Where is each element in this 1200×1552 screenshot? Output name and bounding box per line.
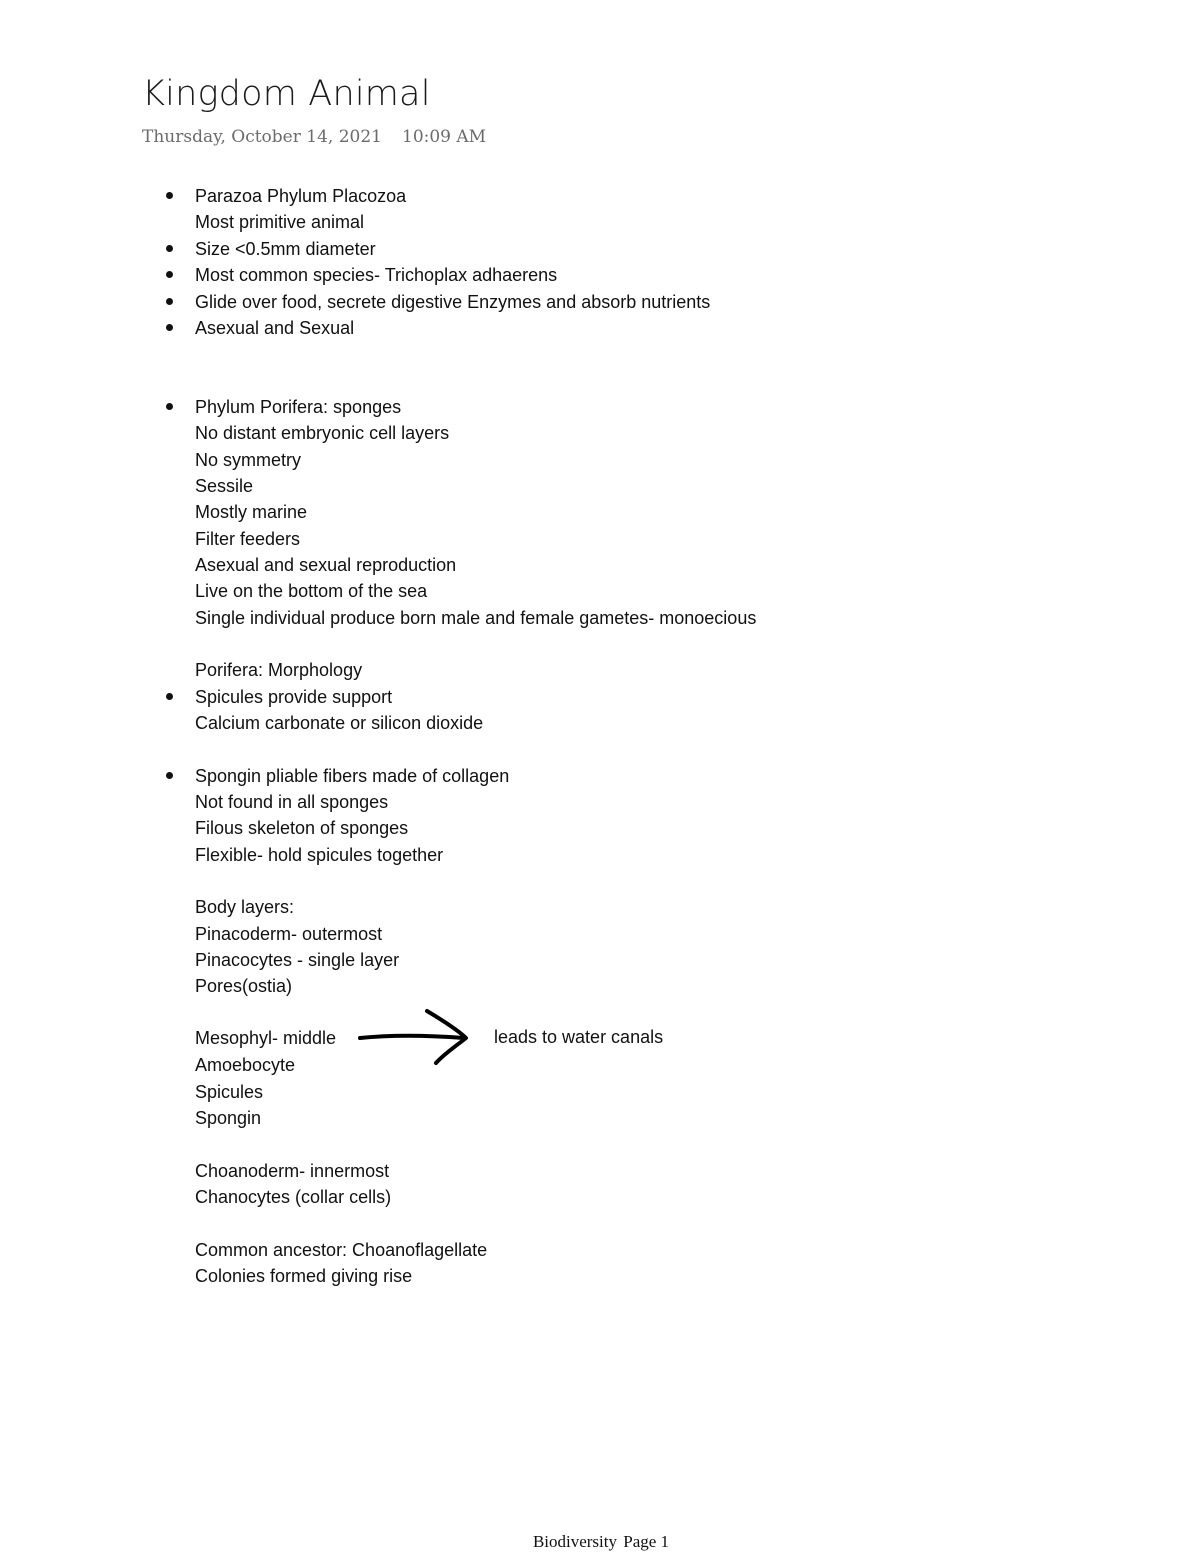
note-line: Pores(ostia) [195, 976, 293, 996]
note-line: Spicules provide support [195, 687, 393, 707]
note-date: Thursday, October 14, 2021 [142, 127, 382, 147]
note-line: Body layers: [195, 897, 295, 917]
note-line: Common ancestor: Choanoflagellate [195, 1240, 488, 1260]
footer-section: Biodiversity [532, 1532, 617, 1551]
note-line: Filter feeders [195, 529, 301, 549]
note-line: Size <0.5mm diameter [195, 239, 376, 259]
bullet-marker [166, 772, 173, 779]
note-line: Asexual and Sexual [195, 318, 355, 338]
note-line: Chanocytes (collar cells) [195, 1187, 392, 1207]
note-line: Amoebocyte [195, 1055, 296, 1075]
footer-page-number: Page 1 [623, 1532, 670, 1551]
note-line: Filous skeleton of sponges [195, 818, 409, 838]
note-line: No symmetry [195, 450, 302, 470]
note-line: Asexual and sexual reproduction [195, 555, 457, 575]
note-line: Glide over food, secrete digestive Enzymes and absorb nutrients [195, 292, 711, 312]
note-line: Sessile [195, 476, 254, 496]
note-line: Choanoderm- innermost [195, 1161, 390, 1181]
note-line: Calcium carbonate or silicon dioxide [195, 713, 484, 733]
bullet-marker [166, 245, 173, 252]
note-line: No distant embryonic cell layers [195, 423, 450, 443]
note-line: Colonies formed giving rise [195, 1266, 413, 1286]
note-line: Parazoa Phylum Placozoa [195, 186, 407, 206]
note-line: Not found in all sponges [195, 792, 389, 812]
note-line: Most common species- Trichoplax adhaerens [195, 265, 558, 285]
bullet-marker [166, 271, 173, 278]
bullet-marker [166, 324, 173, 331]
note-line: Phylum Porifera: sponges [195, 397, 402, 417]
note-line: Single individual produce born male and female gametes- monoecious [195, 608, 757, 628]
note-line: Live on the bottom of the sea [195, 581, 428, 601]
note-line: Pinacocytes - single layer [195, 950, 400, 970]
bullet-marker [166, 693, 173, 700]
note-line: Pinacoderm- outermost [195, 924, 383, 944]
note-line: Flexible- hold spicules together [195, 845, 444, 865]
note-line: Spicules [195, 1082, 264, 1102]
page-footer [0, 1532, 1200, 1552]
hand-drawn-arrow-icon [350, 1002, 480, 1072]
page-title: Kingdom Animal [142, 74, 431, 114]
note-line: Mostly marine [195, 502, 308, 522]
arrow-annotation: leads to water canals [494, 1027, 664, 1047]
note-time: 10:09 AM [402, 127, 487, 147]
note-line: Most primitive animal [195, 212, 365, 232]
bullet-marker [166, 192, 173, 199]
note-line: Porifera: Morphology [195, 660, 363, 680]
bullet-marker [166, 298, 173, 305]
note-line: Spongin [195, 1108, 262, 1128]
bullet-marker [166, 403, 173, 410]
note-line: Spongin pliable fibers made of collagen [195, 766, 510, 786]
note-line: Mesophyl- middle [195, 1028, 337, 1048]
